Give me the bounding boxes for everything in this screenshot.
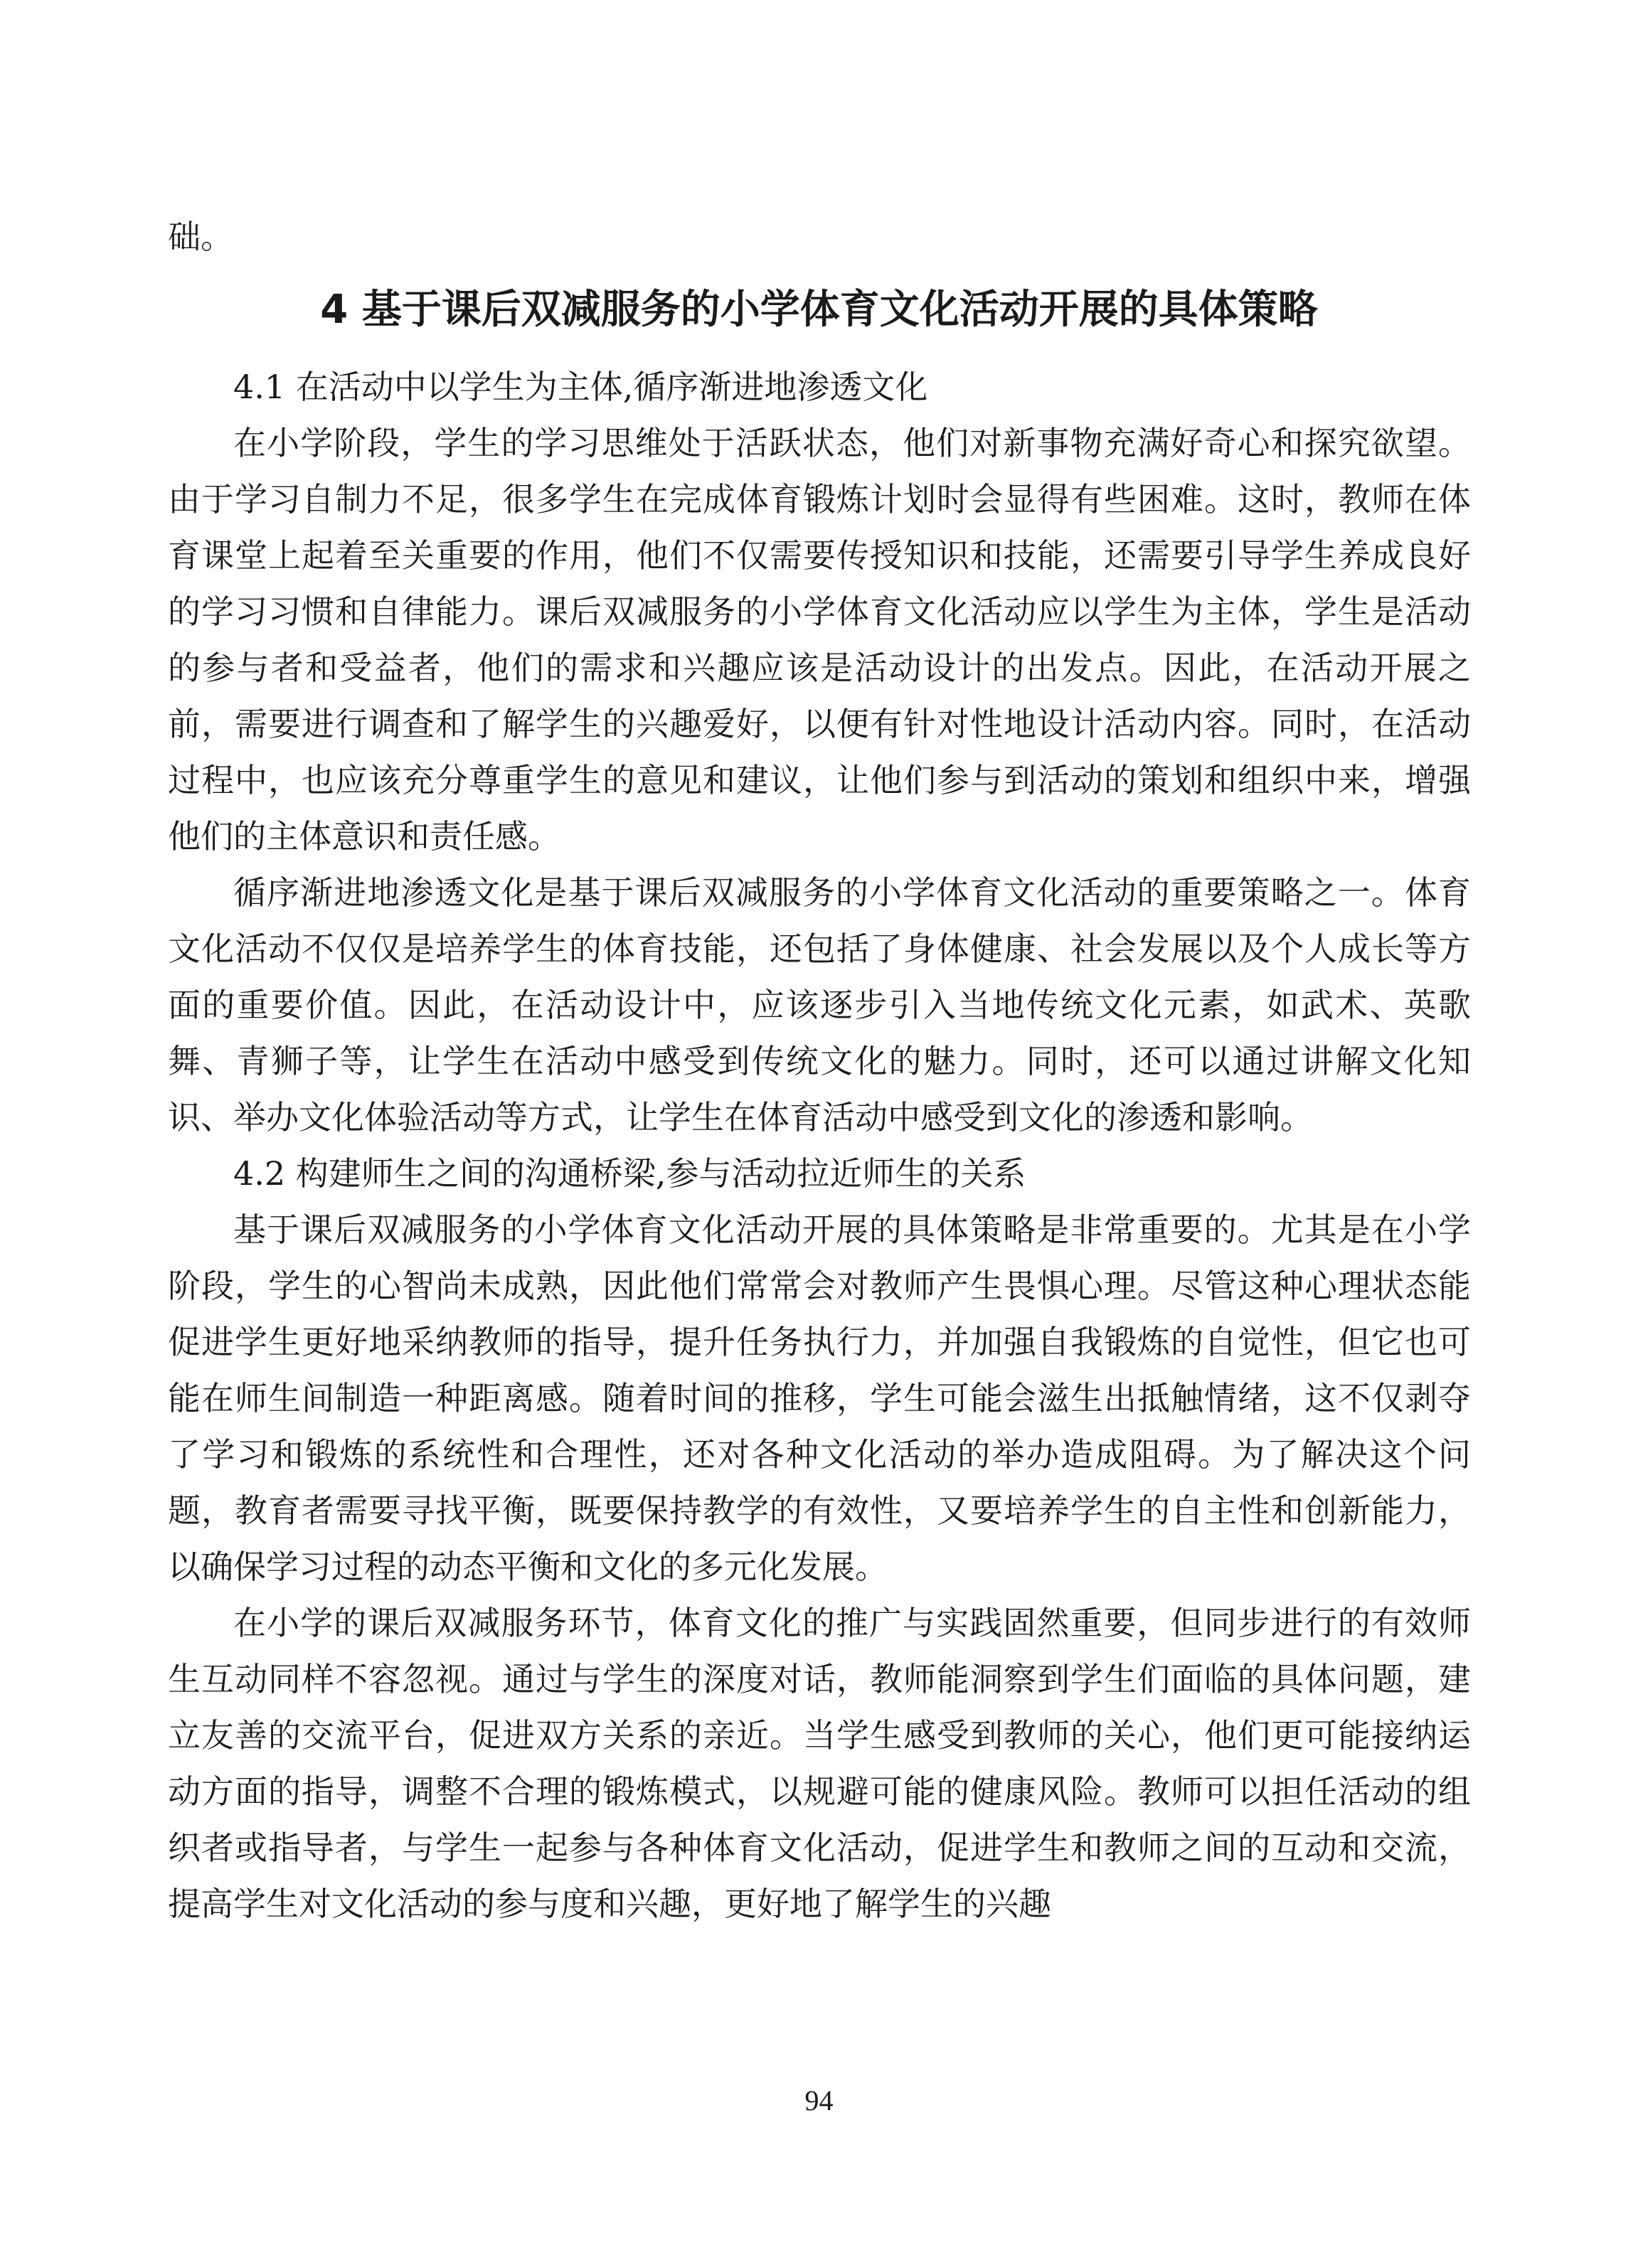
continuation-block xyxy=(168,209,1471,265)
paragraph: 基于课后双减服务的小学体育文化活动开展的具体策略是非常重要的。尤其是在小学阶段，学生的心智尚未成熟，因此他们常常会对教师产生畏惧心理。尽管这种心理状态能促进学生更好地采纳教师的指导，提升任务执行力，并加强自我锻炼的自觉性，但它也可能在师生间制造一种距离感。随着时间的推移，学生可能会滋生出抵触情绪，这不仅剥夺了学习和锻炼的系统性和合理性，还对各种文化活动的举办造成阻碍。为了解决这个问题，教育者需要寻找平衡，既要保持教学的有效性，又要培养学生的自主性和创新能力，以确保学习过程的动态平衡和文化的多元化发展。 xyxy=(168,1210,1471,1586)
paragraph: 循序渐进地渗透文化是基于课后双减服务的小学体育文化活动的重要策略之一。体育文化活动不仅仅是培养学生的体育技能，还包括了身体健康、社会发展以及个人成长等方面的重要价值。因此，在活动设计中，应该逐步引入当地传统文化元素，如武术、英歌舞、青狮子等，让学生在活动中感受到传统文化的魅力。同时，还可以通过讲解文化知识、举办文化体验活动等方式，让学生在体育活动中感受到文化的渗透和影响。 xyxy=(168,873,1471,1136)
continuation-text: 础。 xyxy=(168,218,233,256)
paragraph: 在小学的课后双减服务环节，体育文化的推广与实践固然重要，但同步进行的有效师生互动同样不容忽视。通过与学生的深度对话，教师能洞察到学生们面临的具体问题，建立友善的交流平台，促进双方关系的亲近。当学生感受到教师的关心，他们更可能接纳运动方面的指导，调整不合理的锻炼模式，以规避可能的健康风险。教师可以担任活动的组织者或指导者，与学生一起参与各种体育文化活动，促进学生和教师之间的互动和交流，提高学生对文化活动的参与度和兴趣，更好地了解学生的兴趣 xyxy=(168,1604,1471,1923)
section-title: 4 基于课后双减服务的小学体育文化活动开展的具体策略 xyxy=(320,287,1318,333)
body-text xyxy=(168,359,1471,1932)
paragraph: 在小学阶段，学生的学习思维处于活跃状态，他们对新事物充满好奇心和探究欲望。由于学习自制力不足，很多学生在完成体育锻炼计划时会显得有些困难。这时，教师在体育课堂上起着至关重要的作用，他们不仅需要传授知识和技能，还需要引导学生养成良好的学习习惯和自律能力。课后双减服务的小学体育文化活动应以学生为主体，学生是活动的参与者和受益者，他们的需求和兴趣应该是活动设计的出发点。因此，在活动开展之前，需要进行调查和了解学生的兴趣爱好，以便有针对性地设计活动内容。同时，在活动过程中，也应该充分尊重学生的意见和建议，让他们参与到活动的策划和组织中来，增强他们的主体意识和责任感。 xyxy=(168,424,1471,856)
subsection-heading-4-2: 4.2 构建师生之间的沟通桥梁,参与活动拉近师生的关系 xyxy=(233,1154,1026,1193)
subsection-heading-4-1: 4.1 在活动中以学生为主体,循序渐进地渗透文化 xyxy=(233,368,928,406)
page-number: 94 xyxy=(804,2085,834,2117)
